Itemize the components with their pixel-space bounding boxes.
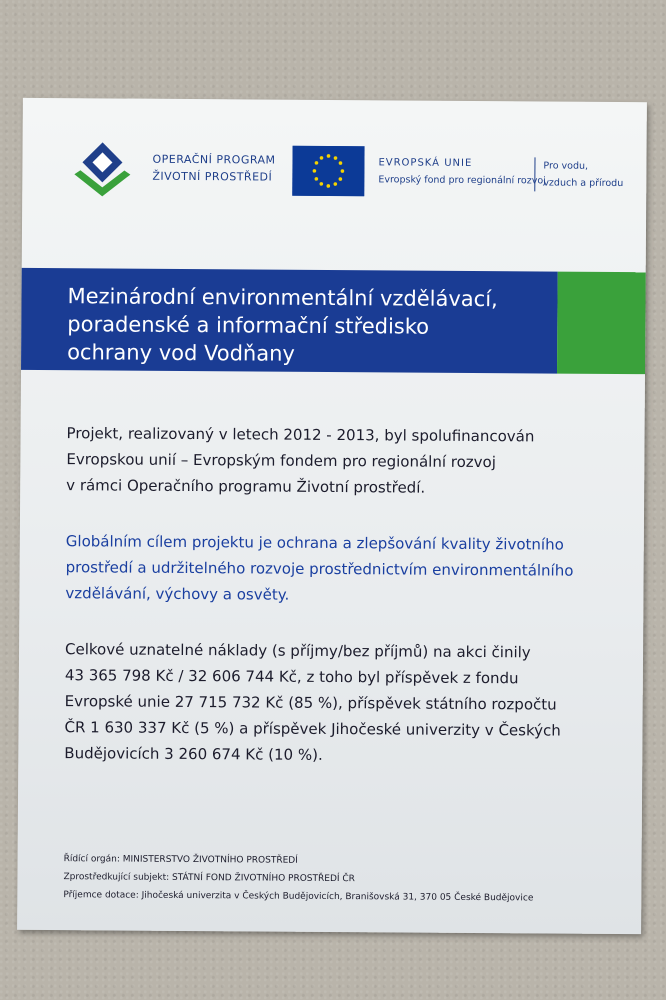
project-title [67,282,548,369]
text-line: Budějovicích 3 260 674 Kč (10 %). [64,744,323,764]
goal-paragraph [65,528,626,610]
eu-line1: EVROPSKÁ UNIE [378,157,473,169]
managing-authority: Řídící orgán: MINISTERSTVO ŽIVOTNÍHO PROSTŘEDÍ [63,854,298,866]
text-line: Celkové uznatelné náklady (s příjmy/bez příjmů) na akci činily [65,640,531,662]
plaque-header [22,98,647,272]
text-line: v rámci Operačního programu Životní prostředí. [66,476,426,497]
op-program-line1: OPERAČNÍ PROGRAM [152,152,276,167]
text-line: ČR 1 630 337 Kč (5 %) a příspěvek Jihočeské univerzity v Českých [64,718,561,740]
op-program-name [152,151,275,186]
text-line: Globálním cílem projektu je ochrana a zlepšování kvality životního [65,532,564,554]
information-plaque [17,98,647,934]
eu-line2: Evropský fond pro regionální rozvoj [378,174,546,187]
text-line: 43 365 798 Kč / 32 606 744 Kč, z toho byl příspěvek z fondu [64,666,519,688]
text-line: vzdělávání, výchovy a osvěty. [65,584,290,604]
text-line: Evropskou unií – Evropským fondem pro regionální rozvoj [66,450,497,472]
intermediate-body: Zprostředkující subjekt: STÁTNÍ FOND ŽIVOTNÍHO PROSTŘEDÍ ČR [63,872,355,885]
plaque-footer [63,850,533,907]
project-title-line: Mezinárodní environmentální vzdělávací, [67,284,498,312]
eu-flag-icon [292,146,364,197]
text-line: Projekt, realizovaný v letech 2012 - 2013, byl spolufinancován [66,424,535,446]
op-zp-logo [64,140,140,199]
funding-paragraph [66,420,627,502]
slogan-line2: vzduch a přírodu [543,177,624,190]
costs-paragraph [64,636,625,770]
text-line: Evropské unie 27 715 732 Kč (85 %), příspěvek státního rozpočtu [64,692,557,714]
grant-recipient: Příjemce dotace: Jihočeská univerzita v Českých Budějovicích, Branišovská 31, 370 05 České Budějovice [63,890,534,904]
slogan [534,157,623,192]
eu-name [378,154,546,189]
project-title-line: poradenské a informační středisko [67,312,430,339]
green-accent-block [557,272,646,375]
project-title-line: ochrany vod Vodňany [67,340,295,366]
op-program-line2: ŽIVOTNÍ PROSTŘEDÍ [152,169,273,184]
text-line: prostředí a udržitelného rozvoje prostřednictvím environmentálního [65,558,574,580]
slogan-line1: Pro vodu, [543,160,589,172]
